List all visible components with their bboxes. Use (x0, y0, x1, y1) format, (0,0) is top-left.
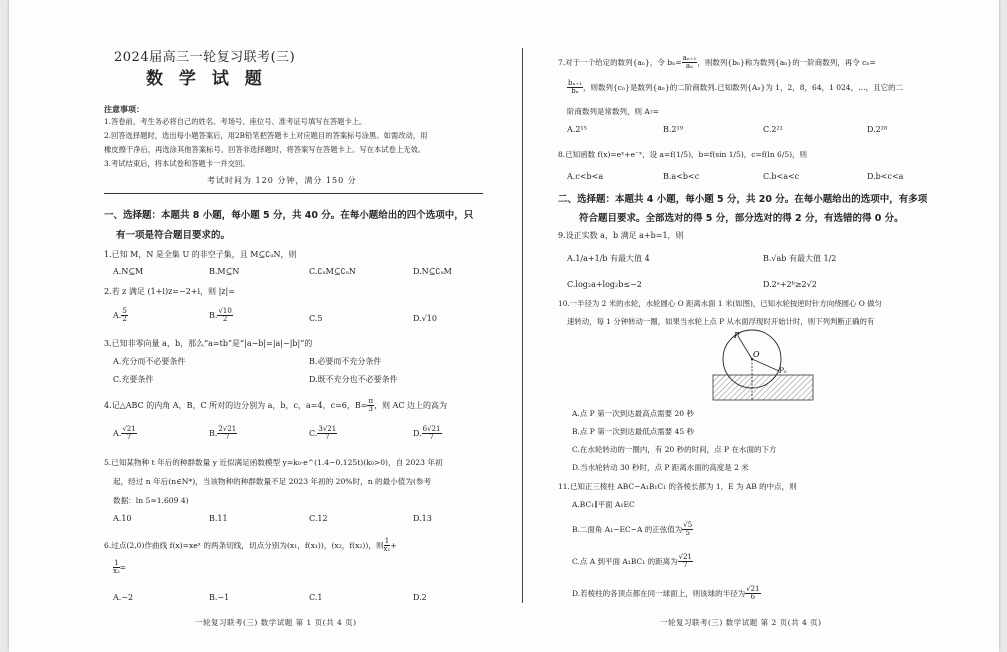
footer-right: 一轮复习联考(三) 数学试题 第 2 页(共 4 页) (660, 618, 822, 627)
exam-sheet (9, 0, 999, 652)
label-p: P (734, 331, 740, 340)
q2-option-a-label: A. (113, 310, 122, 320)
q1-option-c[interactable]: C.∁ᵤM⊆∁ᵤN (309, 267, 356, 276)
q4-option-d[interactable]: D. $\frac{6√21}{7}$ (413, 425, 441, 442)
q7-stem-line1: 7.对于一个给定的数列{aₙ}，令 bₙ= $\frac{\text{aₙ₊₁}}{\text{aₙ}}$ ，则数列{bₙ}称为数列{aₙ}的一阶商数列，再令 cₙ= (558, 54, 876, 71)
q11-option-b[interactable]: B.二面角 A₁−EC−A 的正弦值为 $\frac{√5}{5}$ (572, 521, 693, 538)
q2-option-c[interactable]: C.5 (309, 314, 323, 323)
q2-option-a-frac: $\frac{5}{2}$ (122, 307, 127, 324)
q10-option-a[interactable]: A.点 P 第一次到达最高点需要 20 秒 (572, 409, 694, 418)
q10-option-b[interactable]: B.点 P 第一次到达最低点需要 45 秒 (572, 427, 695, 436)
radius-op0 (752, 359, 779, 371)
q1-option-b[interactable]: B.M⊆N (209, 267, 240, 276)
q3-option-b[interactable]: B.必要而不充分条件 (309, 357, 382, 366)
q10-option-d[interactable]: D.当水轮转动 30 秒时，点 P 距离水面的高度是 2 米 (572, 463, 749, 472)
q7-stem-line3: 阶商数列是常数列，则 A₇= (567, 107, 660, 116)
q10-stem-line1: 10.一半径为 2 米的水轮，水轮圆心 O 距离水面 1 米(如图)，已知水轮按逆时针方向绕圆心 O 做匀 (558, 299, 882, 308)
q3-option-a[interactable]: A.充分而不必要条件 (113, 357, 186, 366)
water-region (713, 375, 813, 400)
q5-option-b[interactable]: B.11 (209, 514, 228, 523)
q2-option-b-frac: $\frac{√10}{2}$ (218, 307, 232, 324)
section1-heading: 一、选择题：本题共 8 小题，每小题 5 分，共 40 分。在每小题给出的四个选项中，只 (104, 210, 474, 221)
q9-option-b[interactable]: B.√ab 有最大值 1/2 (763, 254, 837, 263)
q7-option-a[interactable]: A.2¹⁵ (567, 125, 587, 134)
q8-option-a[interactable]: A.c<b<a (567, 172, 604, 181)
q9-stem: 9.设正实数 a，b 满足 a+b=1，则 (558, 231, 684, 240)
q4-option-c[interactable]: C. $\frac{3√21}{7}$ (309, 425, 337, 442)
label-o: O (753, 350, 760, 359)
q3-option-c[interactable]: C.充要条件 (113, 375, 154, 384)
q5-stem-line1: 5.已知某物种 t 年后的种群数量 y 近似满足函数模型 y=k₀·e^(1.4−0.125t)(k₀>0)，自 2023 年初 (104, 458, 443, 467)
water-wheel-diagram (709, 329, 819, 403)
notice-item: 1.答卷前，考生务必将自己的姓名、考场号、座位号、准考证号填写在答题卡上。 (104, 117, 367, 126)
notice-item: 3.考试结束后，将本试卷和答题卡一并交回。 (104, 159, 250, 168)
notice-item: 橡皮擦干净后，再选涂其他答案标号。回答非选择题时，将答案写在答题卡上。写在本试卷上无效。 (104, 145, 426, 154)
notice-item: 2.回答选择题时，选出每小题答案后，用2B铅笔把答题卡上对应题目的答案标号涂黑。如需改动，用 (104, 131, 428, 140)
radius-op (738, 336, 752, 359)
q6-stem-cont: $\frac{1}{\text{x₂}}$ = (113, 559, 127, 576)
q5-option-d[interactable]: D.13 (413, 514, 432, 523)
q5-stem-line2: 起，经过 n 年后(n∈N*)，当该物种的种群数量不足 2023 年初的 20%时，n 的最小值为(参考 (113, 477, 432, 486)
q5-option-c[interactable]: C.12 (309, 514, 328, 523)
section2-heading-cont: 符合题目要求。全部选对的得 5 分，部分选对的得 2 分，有选错的得 0 分。 (579, 213, 904, 224)
label-p0: P₀ (779, 367, 787, 375)
subject-title: 数 学 试 题 (146, 69, 267, 89)
q7-option-c[interactable]: C.2²¹ (763, 125, 783, 134)
q8-option-b[interactable]: B.a<b<c (663, 172, 700, 181)
q1-option-a[interactable]: A.N⊆M (113, 267, 144, 276)
q11-option-d[interactable]: D.若棱柱的各顶点都在同一球面上，则该球的半径为 $\frac{√21}{6}$ (572, 585, 760, 602)
q4-stem: 4.记△ABC 的内角 A，B，C 所对的边分别为 a，b，c，a=4，c=6，B= $\frac{\pi}{3}$ ，则 AC 边上的高为 (104, 397, 448, 414)
q6-option-b[interactable]: B.−1 (209, 593, 230, 602)
q7-option-b[interactable]: B.2¹⁹ (663, 125, 683, 134)
q3-stem: 3.已知非零向量 a，b，那么“a=tb”是“|a−b|=|a|−|b|”的 (104, 339, 313, 348)
q7-option-d[interactable]: D.2²⁸ (867, 125, 888, 134)
q9-option-c[interactable]: C.log₂a+log₂b≤−2 (567, 280, 642, 289)
q5-stem-line3: 数据：ln 5≈1.609 4) (113, 496, 189, 505)
page-divider (522, 48, 523, 603)
exam-title: 2024届高三一轮复习联考(三) (114, 50, 296, 65)
q4-option-a[interactable]: A. $\frac{√21}{7}$ (113, 425, 136, 442)
divider-line (104, 193, 483, 194)
q11-option-a[interactable]: A.BC₁∥平面 A₁EC (572, 500, 635, 509)
q6-option-d[interactable]: D.2 (413, 593, 427, 602)
q5-option-a[interactable]: A.10 (113, 514, 132, 523)
q9-option-a[interactable]: A.1/a+1/b 有最大值 4 (567, 254, 650, 263)
footer-left: 一轮复习联考(三) 数学试题 第 1 页(共 4 页) (195, 618, 357, 627)
q2-stem: 2.若 z 满足 (1+i)z=−2+i，则 |z|= (104, 287, 235, 296)
exam-time: 考试时间为 120 分钟，满分 150 分 (207, 176, 357, 185)
q11-option-c[interactable]: C.点 A 到平面 A₁BC₁ 的距离为 $\frac{√21}{7}$ (572, 553, 693, 570)
q10-option-c[interactable]: C.在水轮转动的一圈内，有 20 秒的时间，点 P 在水面的下方 (572, 445, 777, 454)
q9-option-d[interactable]: D.2ᵃ+2ᵇ≥2√2 (763, 280, 817, 289)
q7-stem-line2: $\frac{\text{bₙ₊₁}}{\text{bₙ}}$ ，则数列{cₙ}是数列{aₙ}的二阶商数列.已知数列{Aₙ}为 1，2，8，64，1 024，…，且它的二 (568, 79, 904, 96)
q8-stem: 8.已知函数 f(x)=eˣ+e⁻ˣ，设 a=f(1/5)，b=f(sin 1/5)，c=f(ln 6/5)，则 (558, 150, 808, 159)
section1-heading-cont: 有一项是符合题目要求的。 (116, 230, 231, 241)
notice-heading: 注意事项： (104, 105, 144, 114)
q2-option-a[interactable] (113, 308, 128, 324)
q10-stem-line2: 速转动，每 1 分钟转动一圈，如果当水轮上点 P 从水面浮现时开始计时，则下列判断正确的有 (567, 317, 875, 326)
q2-option-b-label: B. (209, 310, 218, 320)
q1-option-d[interactable]: D.N⊆∁ᵤM (413, 267, 452, 276)
q8-option-d[interactable]: D.b<c<a (867, 172, 904, 181)
q6-option-c[interactable]: C.1 (309, 593, 323, 602)
q8-option-c[interactable]: C.b<a<c (763, 172, 800, 181)
section2-heading: 二、选择题：本题共 4 小题，每小题 5 分，共 20 分。在每小题给出的选项中，有多项 (558, 194, 928, 205)
q11-stem: 11.已知正三棱柱 ABC−A₁B₁C₁ 的各棱长都为 1，E 为 AB 的中点，则 (558, 482, 797, 491)
q6-stem: 6.过点(2,0)作曲线 f(x)=xeˣ 的两条切线，切点分别为(x₁，f(x₁))，(x₂，f(x₂))，则 $\frac{1}{\text{x₁}}$ + (104, 537, 397, 554)
q4-option-b[interactable]: B. $\frac{2√21}{7}$ (209, 425, 237, 442)
q2-option-d[interactable]: D.√10 (413, 314, 437, 323)
q3-option-d[interactable]: D.既不充分也不必要条件 (309, 375, 398, 384)
q2-option-b[interactable] (209, 308, 233, 324)
q1-stem: 1.已知 M，N 是全集 U 的非空子集，且 M⊆∁ᵤN，则 (104, 250, 297, 259)
q6-option-a[interactable]: A.−2 (113, 593, 134, 602)
